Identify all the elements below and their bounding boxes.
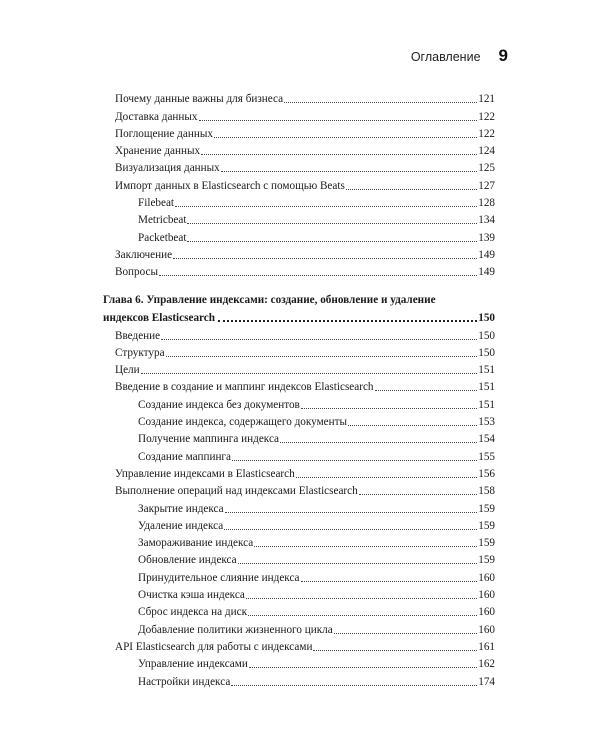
toc-list-top	[103, 89, 495, 279]
dot-leader	[334, 633, 478, 634]
toc-entry	[103, 567, 495, 584]
toc-entry-page: 174	[478, 675, 495, 688]
toc-entry-label: Поглощение данных	[115, 127, 213, 140]
toc-entry-page: 160	[478, 571, 495, 584]
toc-entry	[103, 533, 495, 550]
toc-entry	[103, 377, 495, 394]
toc-entry	[103, 158, 495, 175]
toc-entry	[103, 516, 495, 533]
dot-leader	[225, 512, 478, 513]
running-header	[411, 46, 508, 66]
toc-entry	[103, 481, 495, 498]
dot-leader	[359, 494, 477, 495]
toc-entry-label: Управление индексами в Elasticsearch	[115, 467, 295, 480]
dot-leader	[161, 339, 477, 340]
dot-leader	[166, 356, 478, 357]
dot-leader	[173, 258, 477, 259]
dot-leader	[249, 667, 477, 668]
toc-entry-page: 151	[478, 398, 495, 411]
toc-entry-page: 154	[478, 433, 495, 446]
chapter-6-heading	[103, 293, 495, 325]
dot-leader	[375, 390, 478, 391]
dot-leader	[248, 615, 477, 616]
toc-entry	[103, 498, 495, 515]
toc-entry	[103, 141, 495, 158]
dot-leader	[301, 581, 478, 582]
toc-entry-page: 160	[478, 606, 495, 619]
chapter-title-line2-row	[103, 308, 495, 325]
toc-entry-page: 151	[478, 381, 495, 394]
toc-entry	[103, 446, 495, 463]
toc-entry-label: Введение	[115, 329, 161, 342]
toc-entry-label: Создание индекса без документов	[138, 398, 300, 411]
toc-entry	[103, 602, 495, 619]
toc-entry-page: 122	[478, 127, 495, 140]
toc-entry-page: 127	[478, 179, 495, 192]
toc-entry	[103, 262, 495, 279]
dot-leader	[346, 189, 477, 190]
toc-entry	[103, 585, 495, 602]
toc-entry-page: 134	[478, 214, 495, 227]
page-number: 9	[498, 46, 508, 65]
toc-entry	[103, 671, 495, 688]
chapter-title-line2: индексов Elasticsearch	[103, 312, 215, 325]
toc-entry-label: Доставка данных	[115, 110, 198, 123]
toc-entry	[103, 227, 495, 244]
toc-entry-page: 160	[478, 589, 495, 602]
dot-leader	[301, 408, 477, 409]
toc-entry-page: 122	[478, 110, 495, 123]
dot-leader	[246, 598, 477, 599]
toc-entry-page: 125	[478, 162, 495, 175]
toc-entry	[103, 619, 495, 636]
toc-entry-page: 155	[478, 450, 495, 463]
dot-leader	[232, 460, 477, 461]
toc-entry-label: Цели	[115, 364, 140, 377]
dot-leader	[201, 154, 477, 155]
toc-entry-label: Сброс индекса на диск	[138, 606, 248, 619]
dot-leader	[348, 425, 477, 426]
toc-entry-label: Metricbeat	[138, 214, 187, 227]
dot-leader	[221, 171, 477, 172]
toc-entry-label: Закрытие индекса	[138, 502, 224, 515]
toc-entry-label: Вопросы	[115, 266, 158, 279]
dot-leader	[159, 275, 477, 276]
toc-entry-label: Удаление индекса	[138, 519, 224, 532]
toc-entry-page: 159	[478, 537, 495, 550]
toc-entry-page: 139	[478, 231, 495, 244]
dot-leader	[218, 320, 477, 322]
dot-leader	[231, 685, 477, 686]
chapter-title-line1: Глава 6. Управление индексами: создание, обновление и удаление	[103, 294, 436, 307]
dot-leader	[254, 546, 477, 547]
toc-entry-label: Настройки индекса	[138, 675, 231, 688]
toc-entry-label: Принудительное слияние индекса	[138, 571, 300, 584]
toc-entry	[103, 210, 495, 227]
toc-entry-label: Получение маппинга индекса	[138, 433, 280, 446]
toc-entry-page: 158	[478, 485, 495, 498]
toc-entry	[103, 429, 495, 446]
dot-leader	[284, 102, 477, 103]
toc-entry-page: 128	[478, 197, 495, 210]
toc-entry	[103, 124, 495, 141]
toc-entry-label: Создание индекса, содержащего документы	[138, 416, 348, 429]
toc-entry	[103, 193, 495, 210]
toc-entry	[103, 637, 495, 654]
toc-entry-page: 159	[478, 519, 495, 532]
toc-entry-label: Почему данные важны для бизнеса	[115, 93, 284, 106]
toc-entry-page: 151	[478, 364, 495, 377]
toc-entry	[103, 654, 495, 671]
toc-entry-page: 150	[478, 329, 495, 342]
toc-entry-label: Хранение данных	[115, 145, 201, 158]
toc-entry-page: 161	[478, 640, 495, 653]
toc-entry-page: 121	[478, 93, 495, 106]
dot-leader	[313, 650, 477, 651]
toc-entry-label: Обновление индекса	[138, 554, 237, 567]
toc-entry-label: Выполнение операций над индексами Elasticsearch	[115, 485, 358, 498]
toc-entry-page: 153	[478, 416, 495, 429]
toc-entry-label: Замораживание индекса	[138, 537, 254, 550]
toc-entry-label: Очистка кэша индекса	[138, 589, 245, 602]
toc-entry	[103, 325, 495, 342]
chapter-page: 150	[478, 312, 495, 325]
toc-entry-label: Filebeat	[138, 197, 175, 210]
toc-entry-label: Структура	[115, 346, 165, 359]
dot-leader	[224, 529, 477, 530]
toc-entry-page: 162	[478, 658, 495, 671]
dot-leader	[187, 241, 477, 242]
toc-entry-label: Импорт данных в Elasticsearch с помощью Beats	[115, 179, 345, 192]
dot-leader	[187, 223, 477, 224]
toc-entry-label: Управление индексами	[138, 658, 248, 671]
section-gap	[103, 279, 495, 293]
section-title: Оглавление	[410, 50, 481, 64]
toc-entry-label: Введение в создание и маппинг индексов Elasticsearch	[115, 381, 374, 394]
table-of-contents	[103, 89, 495, 689]
toc-entry-page: 149	[478, 266, 495, 279]
toc-entry	[103, 343, 495, 360]
dot-leader	[175, 206, 477, 207]
toc-entry	[103, 464, 495, 481]
toc-entry	[103, 550, 495, 567]
toc-entry	[103, 412, 495, 429]
toc-entry-page: 159	[478, 554, 495, 567]
toc-entry	[103, 106, 495, 123]
dot-leader	[214, 137, 477, 138]
toc-entry-page: 124	[478, 145, 495, 158]
toc-entry-label: Заключение	[115, 248, 173, 261]
toc-entry-page: 160	[478, 623, 495, 636]
dot-leader	[199, 120, 478, 121]
toc-entry	[103, 175, 495, 192]
dot-leader	[296, 477, 478, 478]
toc-entry-label: API Elasticsearch для работы с индексами	[115, 640, 313, 653]
toc-entry-label: Packetbeat	[138, 231, 187, 244]
toc-entry	[103, 245, 495, 262]
toc-entry-page: 149	[478, 248, 495, 261]
dot-leader	[141, 373, 478, 374]
toc-entry-label: Визуализация данных	[115, 162, 220, 175]
toc-entry-page: 159	[478, 502, 495, 515]
toc-entry-page: 150	[478, 346, 495, 359]
dot-leader	[280, 442, 477, 443]
toc-entry	[103, 394, 495, 411]
toc-entry-page: 156	[478, 467, 495, 480]
toc-entry	[103, 360, 495, 377]
dot-leader	[238, 563, 478, 564]
toc-entry	[103, 89, 495, 106]
toc-entry-label: Создание маппинга	[138, 450, 231, 463]
toc-entry-label: Добавление политики жизненного цикла	[138, 623, 333, 636]
toc-list-bottom	[103, 325, 495, 688]
